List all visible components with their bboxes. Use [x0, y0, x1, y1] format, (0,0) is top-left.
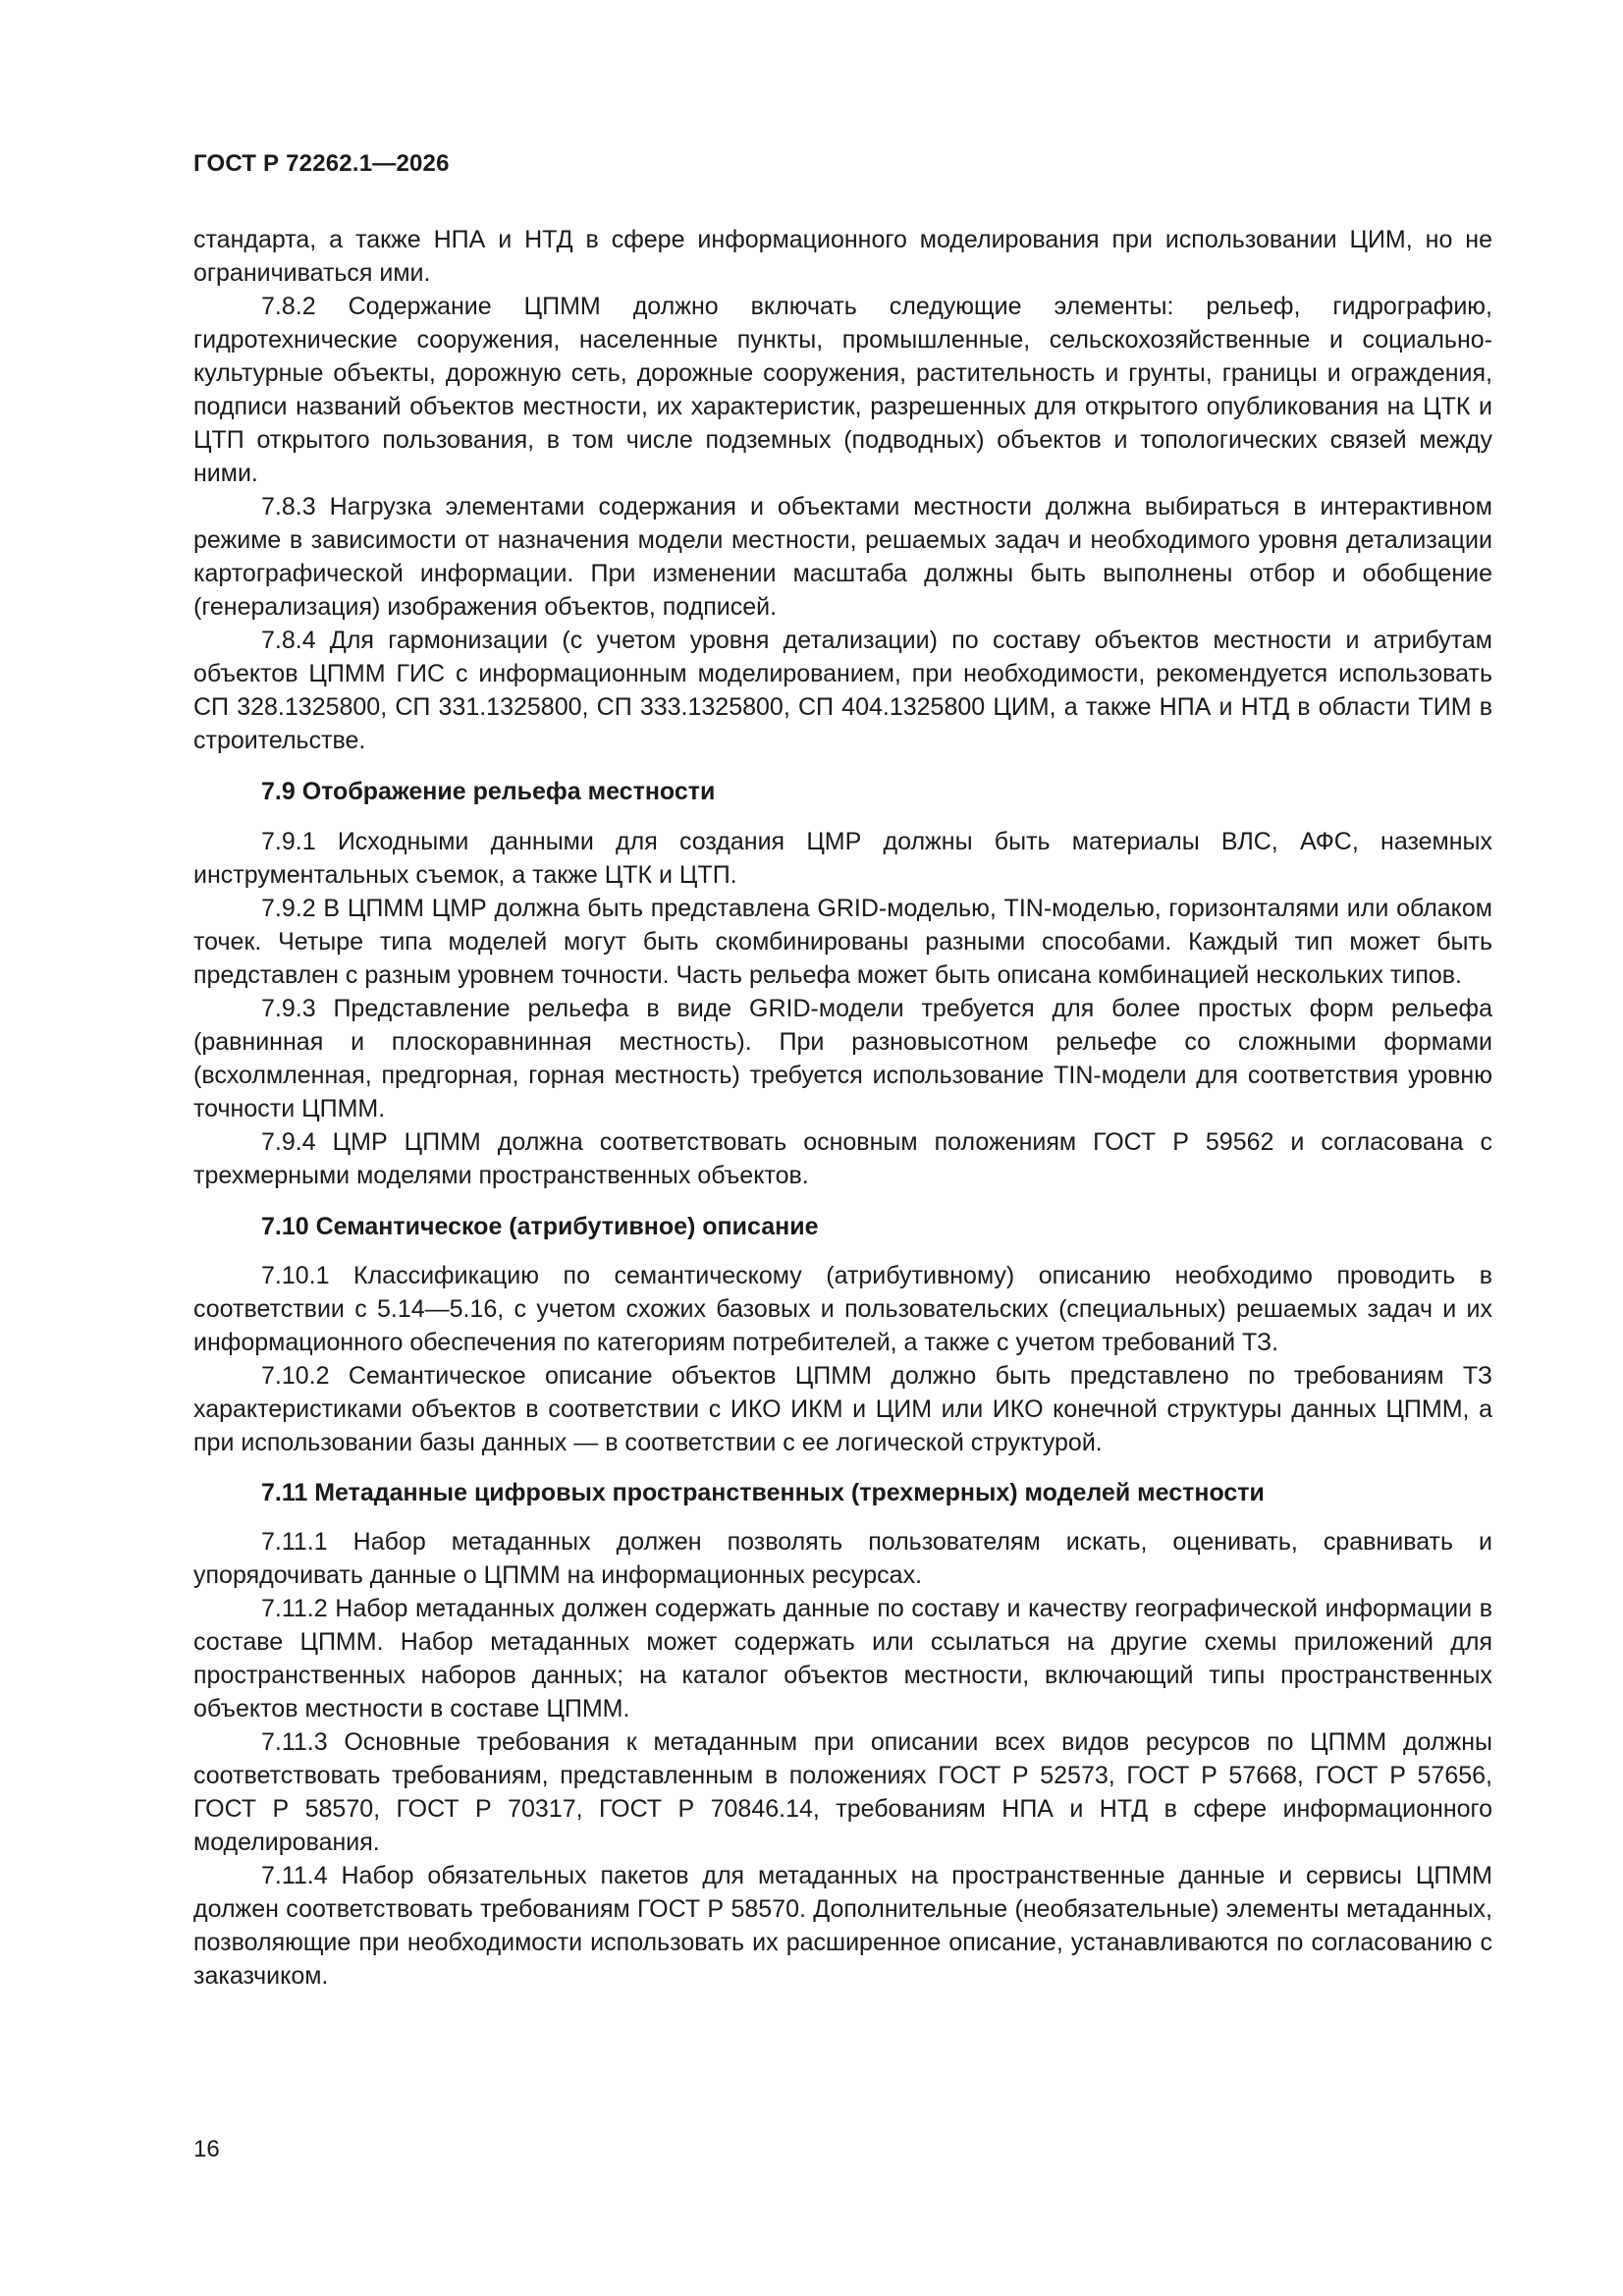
document-code: ГОСТ Р 72262.1—2026 [193, 150, 450, 177]
paragraph-7-9-4: 7.9.4 ЦМР ЦПММ должна соответствовать основным положениям ГОСТ Р 59562 и согласована с трехмерными моделями пространственных объектов. [193, 1128, 1492, 1189]
paragraph-7-9-2: 7.9.2 В ЦПММ ЦМР должна быть представлена GRID-моделью, TIN-моделью, горизонталями или облаком точек. Четыре типа моделей могут быть скомбинированы разными способами. Каждый тип может быть представлен с разным уровнем точности. Часть рельефа может быть описана комбинацией нескольких типов. [193, 895, 1492, 989]
paragraph-continuation: стандарта, а также НПА и НТД в сфере информационного моделирования при использовании ЦИМ, но не ограничиваться ими. [193, 226, 1492, 287]
paragraph-7-11-1: 7.11.1 Набор метаданных должен позволять пользователям искать, оценивать, сравнивать и упорядочивать данные о ЦПММ на информационных ресурсах. [193, 1528, 1492, 1589]
paragraph-7-8-4: 7.8.4 Для гармонизации (с учетом уровня детализации) по составу объектов местности и атрибутам объектов ЦПММ ГИС с информационным моделированием, при необходимости, рекомендуется использовать СП 328.1325800, СП 331.1325800, СП 333.1325800, СП 404.1325800 ЦИМ, а также НПА и НТД в области ТИМ в строительстве. [193, 627, 1492, 754]
paragraph-7-8-2: 7.8.2 Содержание ЦПММ должно включать следующие элементы: рельеф, гидрографию, гидротехнические сооружения, населенные пункты, промышленные, сельскохозяйственные и социально-культурные объекты, дорожную сеть, дорожные сооружения, растительность и грунты, границы и ограждения, подписи названий объектов местности, их характеристик, разрешенных для открытого опубликования на ЦТК и ЦТП открытого пользования, в том числе подземных (подводных) объектов и топологических связей между ними. [193, 293, 1492, 487]
paragraph-7-11-4: 7.11.4 Набор обязательных пакетов для метаданных на пространственные данные и сервисы ЦПММ должен соответствовать требованиям ГОСТ Р 58570. Дополнительные (необязательные) элементы метаданных, позволяющие при необходимости использовать их расширенное описание, устанавливаются по согласованию с заказчиком. [193, 1862, 1492, 1990]
paragraph-7-11-2: 7.11.2 Набор метаданных должен содержать данные по составу и качеству географической информации в составе ЦПММ. Набор метаданных может содержать или ссылаться на другие схемы приложений для пространственных наборов данных; на каталог объектов местности, включающий типы пространственных объектов местности в составе ЦПММ. [193, 1595, 1492, 1722]
section-heading-7-10: 7.10 Семантическое (атрибутивное) описание [261, 1213, 819, 1240]
page-number: 16 [193, 2136, 220, 2162]
paragraph-7-11-3: 7.11.3 Основные требования к метаданным при описании всех видов ресурсов по ЦПММ должны соответствовать требованиям, представленным в положениях ГОСТ Р 52573, ГОСТ Р 57668, ГОСТ Р 57656, ГОСТ Р 58570, ГОСТ Р 70317, ГОСТ Р 70846.14, требованиям НПА и НТД в сфере информационного моделирования. [193, 1728, 1492, 1856]
paragraph-7-8-3: 7.8.3 Нагрузка элементами содержания и объектами местности должна выбираться в интерактивном режиме в зависимости от назначения модели местности, решаемых задач и необходимого уровня детализации картографической информации. При изменении масштаба должны быть выполнены отбор и обобщение (генерализация) изображения объектов, подписей. [193, 493, 1492, 621]
paragraph-7-10-2: 7.10.2 Семантическое описание объектов ЦПММ должно быть представлено по требованиям ТЗ характеристиками объектов в соответствии с ИКО ИКМ и ЦИМ или ИКО конечной структуры данных ЦПММ, а при использовании базы данных — в соответствии с ее логической структурой. [193, 1362, 1492, 1456]
paragraph-7-10-1: 7.10.1 Классификацию по семантическому (атрибутивному) описанию необходимо проводить в соответствии с 5.14—5.16, с учетом схожих базовых и пользовательских (специальных) решаемых задач и их информационного обеспечения по категориям потребителей, а также с учетом требований ТЗ. [193, 1262, 1492, 1356]
paragraph-7-9-3: 7.9.3 Представление рельефа в виде GRID-модели требуется для более простых форм рельефа (равнинная и плоскоравнинная местность). При разновысотном рельефе со сложными формами (всхолмленная, предгорная, горная местность) требуется использование TIN-модели для соответствия уровню точности ЦПММ. [193, 995, 1492, 1122]
document-body [193, 223, 1492, 1993]
paragraph-7-9-1: 7.9.1 Исходными данными для создания ЦМР должны быть материалы ВЛС, АФС, наземных инструментальных съемок, а также ЦТК и ЦТП. [193, 828, 1492, 889]
section-heading-7-11: 7.11 Метаданные цифровых пространственных (трехмерных) моделей местности [261, 1479, 1265, 1506]
section-heading-7-9: 7.9 Отображение рельефа местности [261, 778, 716, 805]
